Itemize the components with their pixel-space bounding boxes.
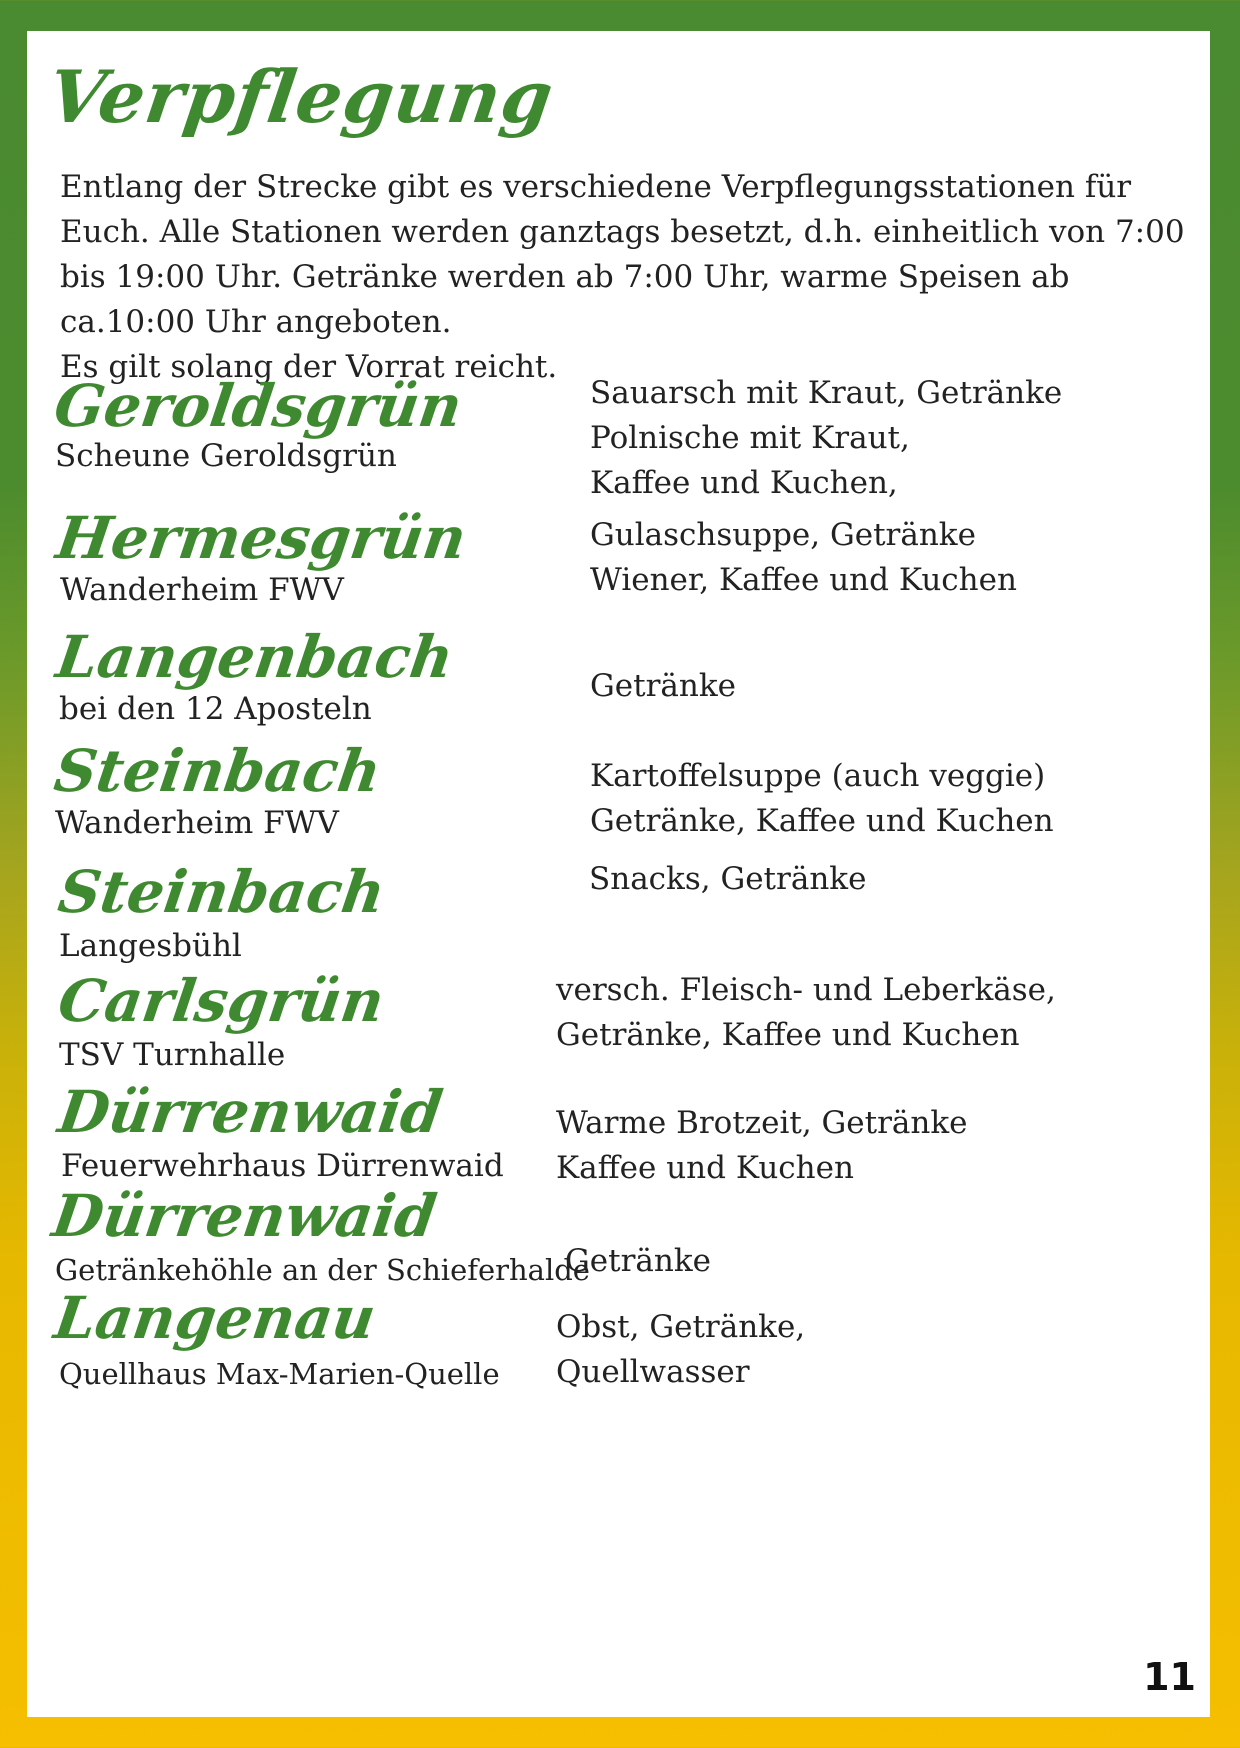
station-offer <box>590 371 1062 506</box>
station-location: bei den 12 Aposteln <box>59 691 372 727</box>
station-entry <box>54 967 1240 1073</box>
station-offer <box>556 1101 968 1191</box>
page <box>27 31 1210 1717</box>
station-entry <box>54 1078 1240 1186</box>
page-number: 11 <box>1143 1655 1196 1699</box>
offer-line: Getränke, Kaffee und Kuchen <box>590 803 1054 839</box>
station-location: Quellhaus Max-Marien-Quelle <box>59 1357 500 1391</box>
offer-line: Getränke <box>565 1243 711 1279</box>
station-entry <box>50 372 1238 501</box>
station-location: Wanderheim FWV <box>60 572 344 608</box>
station-name: Langenbach <box>52 623 458 691</box>
offer-line: Polnische mit Kraut, <box>590 420 910 456</box>
station-entry <box>52 504 1240 608</box>
station-name: Geroldsgrün <box>50 372 467 440</box>
station-location: Scheune Geroldsgrün <box>55 438 397 474</box>
station-location: Langesbühl <box>59 928 242 964</box>
station-offer <box>590 664 736 709</box>
station-offer <box>590 754 1054 844</box>
offer-line: Sauarsch mit Kraut, Getränke <box>590 375 1063 411</box>
offer-line: Getränke <box>590 668 736 704</box>
station-entry <box>52 623 1240 727</box>
station-offer <box>556 1305 805 1395</box>
station-location: Feuerwehrhaus Dürrenwaid <box>61 1148 504 1184</box>
offer-line: Obst, Getränke, <box>556 1309 806 1345</box>
station-entry <box>54 858 1240 964</box>
station-location: Getränkehöhle an der Schieferhalde <box>55 1253 590 1287</box>
station-offer <box>590 513 1017 603</box>
station-entry <box>50 1284 1238 1391</box>
station-entry <box>50 737 1238 841</box>
offer-line: Wiener, Kaffee und Kuchen <box>590 562 1017 598</box>
station-name: Carlsgrün <box>54 967 389 1035</box>
station-location: Wanderheim FWV <box>55 805 339 841</box>
station-name: Hermesgrün <box>52 504 471 572</box>
offer-line: Warme Brotzeit, Getränke <box>556 1105 968 1141</box>
station-offer <box>589 857 866 902</box>
station-name: Steinbach <box>50 737 386 805</box>
offer-line: Kaffee und Kuchen, <box>590 465 898 501</box>
station-location: TSV Turnhalle <box>59 1037 286 1073</box>
page-title: Verpflegung <box>43 54 559 139</box>
offer-line: Gulaschsuppe, Getränke <box>590 517 976 553</box>
station-name: Steinbach <box>54 858 390 926</box>
offer-line: Kaffee und Kuchen <box>556 1150 854 1186</box>
offer-line: Snacks, Getränke <box>589 861 867 897</box>
intro-text <box>60 165 1190 390</box>
station-offer <box>565 1239 711 1284</box>
offer-line: Quellwasser <box>556 1354 750 1390</box>
station-name: Dürrenwaid <box>48 1182 441 1250</box>
station-name: Dürrenwaid <box>54 1078 447 1146</box>
station-offer <box>556 968 1056 1058</box>
offer-line: versch. Fleisch- und Leberkäse, <box>556 972 1056 1008</box>
station-entry <box>48 1182 1236 1287</box>
intro-paragraph: Entlang der Strecke gibt es verschiedene Verpflegungsstationen für Euch. Alle Stationen werden ganztags besetzt, d.h. einheitlich von 7:00 bis 19:00 Uhr. Getränke werden ab 7:00 Uhr, warme Speisen ab ca.10:00 Uhr angeboten. <box>60 169 1185 340</box>
offer-line: Kartoffelsuppe (auch veggie) <box>590 758 1046 794</box>
intro-note: Es gilt solang der Vorrat reicht. <box>60 349 558 385</box>
offer-line: Getränke, Kaffee und Kuchen <box>556 1017 1020 1053</box>
station-name: Langenau <box>50 1284 380 1352</box>
